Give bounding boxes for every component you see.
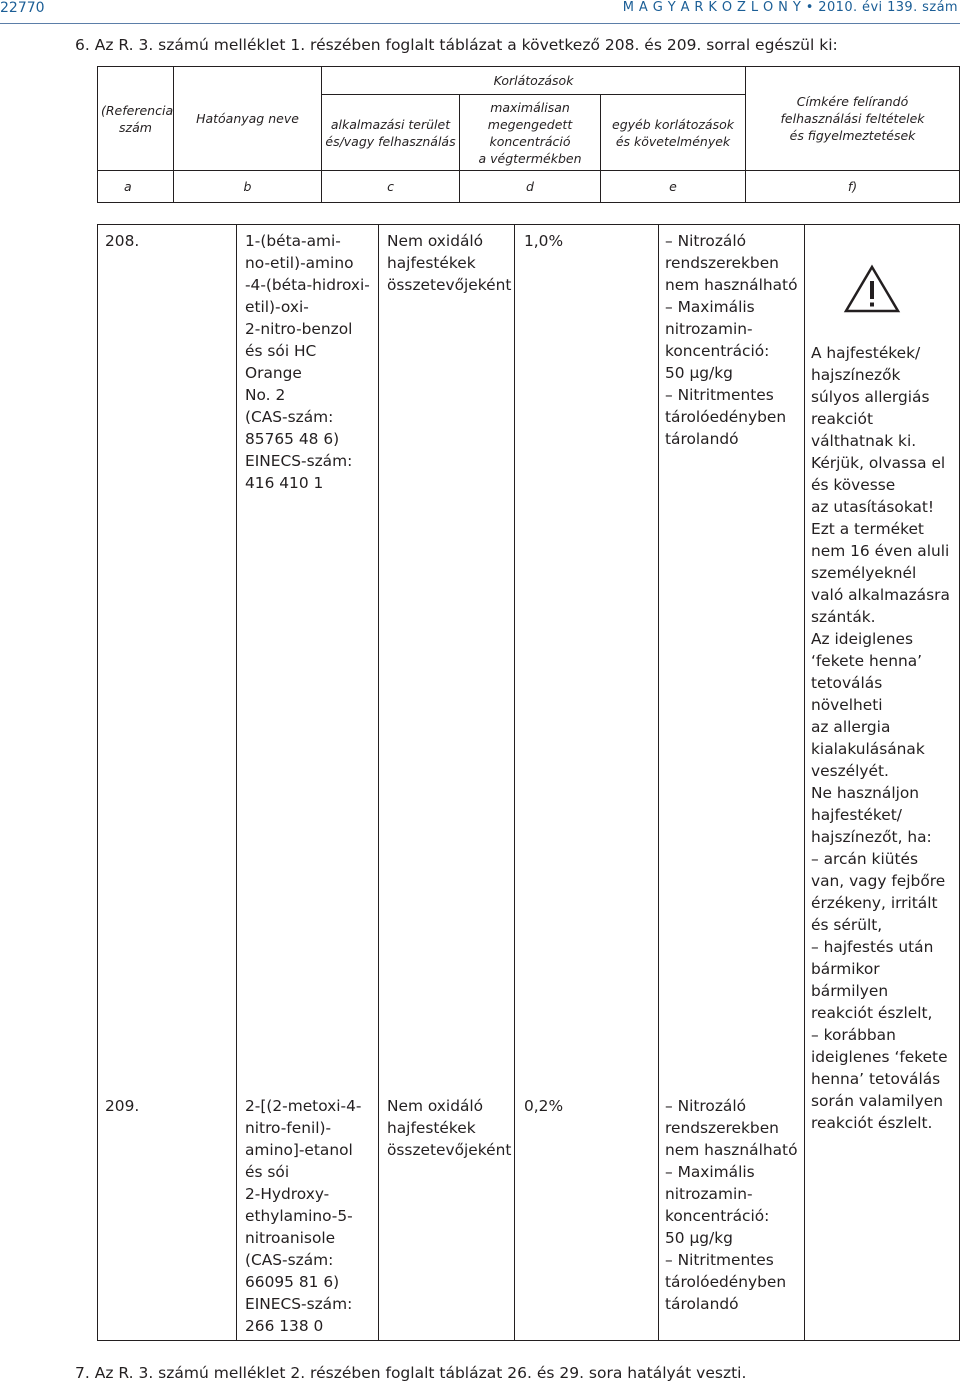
row-208-other: – Nitrozáló rendszerekben nem használható – Maximális nitrozamin- koncentráció: 50 μg/kg – Nitritmentes tárolóedényben tárolandó [659,225,805,1096]
page-header [0,0,960,20]
col-letter-c: c [322,171,460,203]
col-header-label: Címkére felírandó felhasználási feltételek és figyelmeztetések [746,67,960,171]
row-209-substance: 2-[(2-metoxi-4- nitro-fenil)- amino]-etanol és sói 2-Hydroxy- ethylamino-5- nitroanisole (CAS-szám: 66095 81 6) EINECS-szám: 266 138 0 [237,1095,379,1341]
row-208-ref: 208. [98,225,237,1096]
col-header-substance: Hatóanyag neve [174,67,322,171]
closing-paragraph: 7. Az R. 3. számú melléklet 2. részében foglalt táblázat 26. és 29. sora hatályát veszti. [75,1364,747,1382]
intro-paragraph: 6. Az R. 3. számú melléklet 1. részében foglalt táblázat a következő 208. és 209. sorral egészül ki: [75,36,838,54]
table-body [97,224,960,1341]
row-208-substance: 1-(béta-ami- no-etil)-amino -4-(béta-hidroxi- etil)-oxi- 2-nitro-benzol és sói HC Orange No. 2 (CAS-szám: 85765 48 6) EINECS-szám: 416 410 1 [237,225,379,1096]
col-header-other: egyéb korlátozások és követelmények [601,95,746,171]
row-209-max-conc: 0,2% [515,1095,659,1341]
col-letter-a: a [98,171,174,203]
col-header-area: alkalmazási terület és/vagy felhasználás [322,95,460,171]
table-header [97,66,960,203]
table-row [98,225,960,1096]
row-209-ref: 209. [98,1095,237,1341]
page-number: 22770 [0,0,45,16]
col-letter-f: f) [746,171,960,203]
col-letter-d: d [460,171,601,203]
col-letter-e: e [601,171,746,203]
row-209-other: – Nitrozáló rendszerekben nem használható – Maximális nitrozamin- koncentráció: 50 μg/kg – Nitritmentes tárolóedényben tárolandó [659,1095,805,1341]
col-header-ref: (Referencia szám [98,67,174,171]
warning-text: A hajfestékek/ hajszínezők súlyos allergiás reakciót válthatnak ki. Kérjük, olvassa el és kövesse az utasításokat! Ezt a terméket nem 16 éven aluli személyeknél való alkalmazásra szánták. Az ideiglenes ‘fekete henna’ tetoválás növelheti az allergia kialakulásának veszélyét. Ne használjon hajfestéket/ hajszínezőt, ha: – arcán kiütés van, vagy fejbőre érzékeny, irritált és sérült, – hajfestés után bármikor bármilyen reakciót észlelt, – korábban ideiglenes ‘fekete henna’ tetoválás során valamilyen reakciót észlelt. [811,344,950,1132]
row-208-area: Nem oxidáló hajfestékek összetevőjeként [379,225,515,1096]
col-letter-b: b [174,171,322,203]
row-208-max-conc: 1,0% [515,225,659,1096]
col-header-restrictions: Korlátozások [322,67,746,95]
header-rule [0,23,960,24]
row-209-area: Nem oxidáló hajfestékek összetevőjeként [379,1095,515,1341]
col-header-max-conc: maximálisan megengedett koncentráció a végtermékben [460,95,601,171]
warning-triangle-icon [843,264,901,314]
journal-title: M A G Y A R K Ö Z L Ö N Y • 2010. évi 139. szám [622,0,958,15]
warning-label-cell [805,225,960,1341]
